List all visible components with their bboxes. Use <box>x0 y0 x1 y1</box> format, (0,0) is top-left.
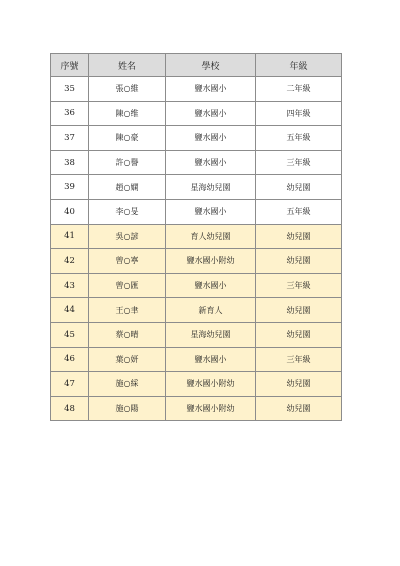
cell-grade: 二年級 <box>256 77 342 102</box>
cell-grade: 幼兒園 <box>256 175 342 200</box>
cell-school: 鹽水國小 <box>166 150 256 175</box>
cell-number: 43 <box>51 273 89 298</box>
cell-school: 鹽水國小 <box>166 273 256 298</box>
cell-name: 張○維 <box>89 77 166 102</box>
cell-name: 曾○匯 <box>89 273 166 298</box>
cell-name: 葉○妍 <box>89 347 166 372</box>
table-row <box>51 101 342 126</box>
cell-name: 王○聿 <box>89 298 166 323</box>
cell-name: 吳○諺 <box>89 224 166 249</box>
table-row <box>51 150 342 175</box>
header-school: 學校 <box>166 54 256 77</box>
cell-number: 41 <box>51 224 89 249</box>
cell-name: 陳○维 <box>89 101 166 126</box>
cell-school: 鹽水國小附幼 <box>166 249 256 274</box>
header-row <box>51 54 342 77</box>
cell-number: 44 <box>51 298 89 323</box>
cell-name: 曾○寧 <box>89 249 166 274</box>
cell-name: 趙○嫻 <box>89 175 166 200</box>
cell-school: 鹽水國小附幼 <box>166 372 256 397</box>
cell-number: 48 <box>51 396 89 421</box>
cell-number: 35 <box>51 77 89 102</box>
cell-school: 新育人 <box>166 298 256 323</box>
cell-school: 星海幼兒園 <box>166 175 256 200</box>
cell-school: 鹽水國小 <box>166 77 256 102</box>
cell-number: 40 <box>51 199 89 224</box>
table-row <box>51 249 342 274</box>
cell-name: 陳○豪 <box>89 126 166 151</box>
cell-number: 37 <box>51 126 89 151</box>
cell-grade: 五年級 <box>256 126 342 151</box>
header-name: 姓名 <box>89 54 166 77</box>
table-row <box>51 396 342 421</box>
cell-grade: 幼兒園 <box>256 249 342 274</box>
cell-number: 36 <box>51 101 89 126</box>
table-row <box>51 322 342 347</box>
cell-grade: 幼兒園 <box>256 372 342 397</box>
cell-grade: 五年級 <box>256 199 342 224</box>
table-row <box>51 347 342 372</box>
cell-school: 鹽水國小 <box>166 347 256 372</box>
table-row <box>51 126 342 151</box>
cell-number: 47 <box>51 372 89 397</box>
table-row <box>51 199 342 224</box>
cell-name: 蔡○晴 <box>89 322 166 347</box>
header-number: 序號 <box>51 54 89 77</box>
cell-grade: 幼兒園 <box>256 322 342 347</box>
table-row <box>51 372 342 397</box>
table-row <box>51 77 342 102</box>
table-row <box>51 298 342 323</box>
cell-number: 38 <box>51 150 89 175</box>
cell-grade: 三年級 <box>256 273 342 298</box>
cell-number: 46 <box>51 347 89 372</box>
cell-name: 施○陽 <box>89 396 166 421</box>
table-row <box>51 224 342 249</box>
document-page <box>50 53 341 421</box>
table-body <box>51 77 342 421</box>
header-grade: 年級 <box>256 54 342 77</box>
cell-school: 育人幼兒園 <box>166 224 256 249</box>
student-table <box>50 53 342 421</box>
cell-name: 許○譽 <box>89 150 166 175</box>
cell-school: 星海幼兒園 <box>166 322 256 347</box>
cell-name: 施○綵 <box>89 372 166 397</box>
cell-grade: 幼兒園 <box>256 396 342 421</box>
table-row <box>51 175 342 200</box>
cell-grade: 三年級 <box>256 347 342 372</box>
cell-school: 鹽水國小附幼 <box>166 396 256 421</box>
cell-school: 鹽水國小 <box>166 101 256 126</box>
cell-grade: 三年級 <box>256 150 342 175</box>
cell-school: 鹽水國小 <box>166 126 256 151</box>
table-row <box>51 273 342 298</box>
cell-number: 42 <box>51 249 89 274</box>
cell-number: 45 <box>51 322 89 347</box>
cell-grade: 幼兒園 <box>256 224 342 249</box>
cell-grade: 幼兒園 <box>256 298 342 323</box>
cell-school: 鹽水國小 <box>166 199 256 224</box>
cell-number: 39 <box>51 175 89 200</box>
cell-name: 李○旻 <box>89 199 166 224</box>
cell-grade: 四年級 <box>256 101 342 126</box>
